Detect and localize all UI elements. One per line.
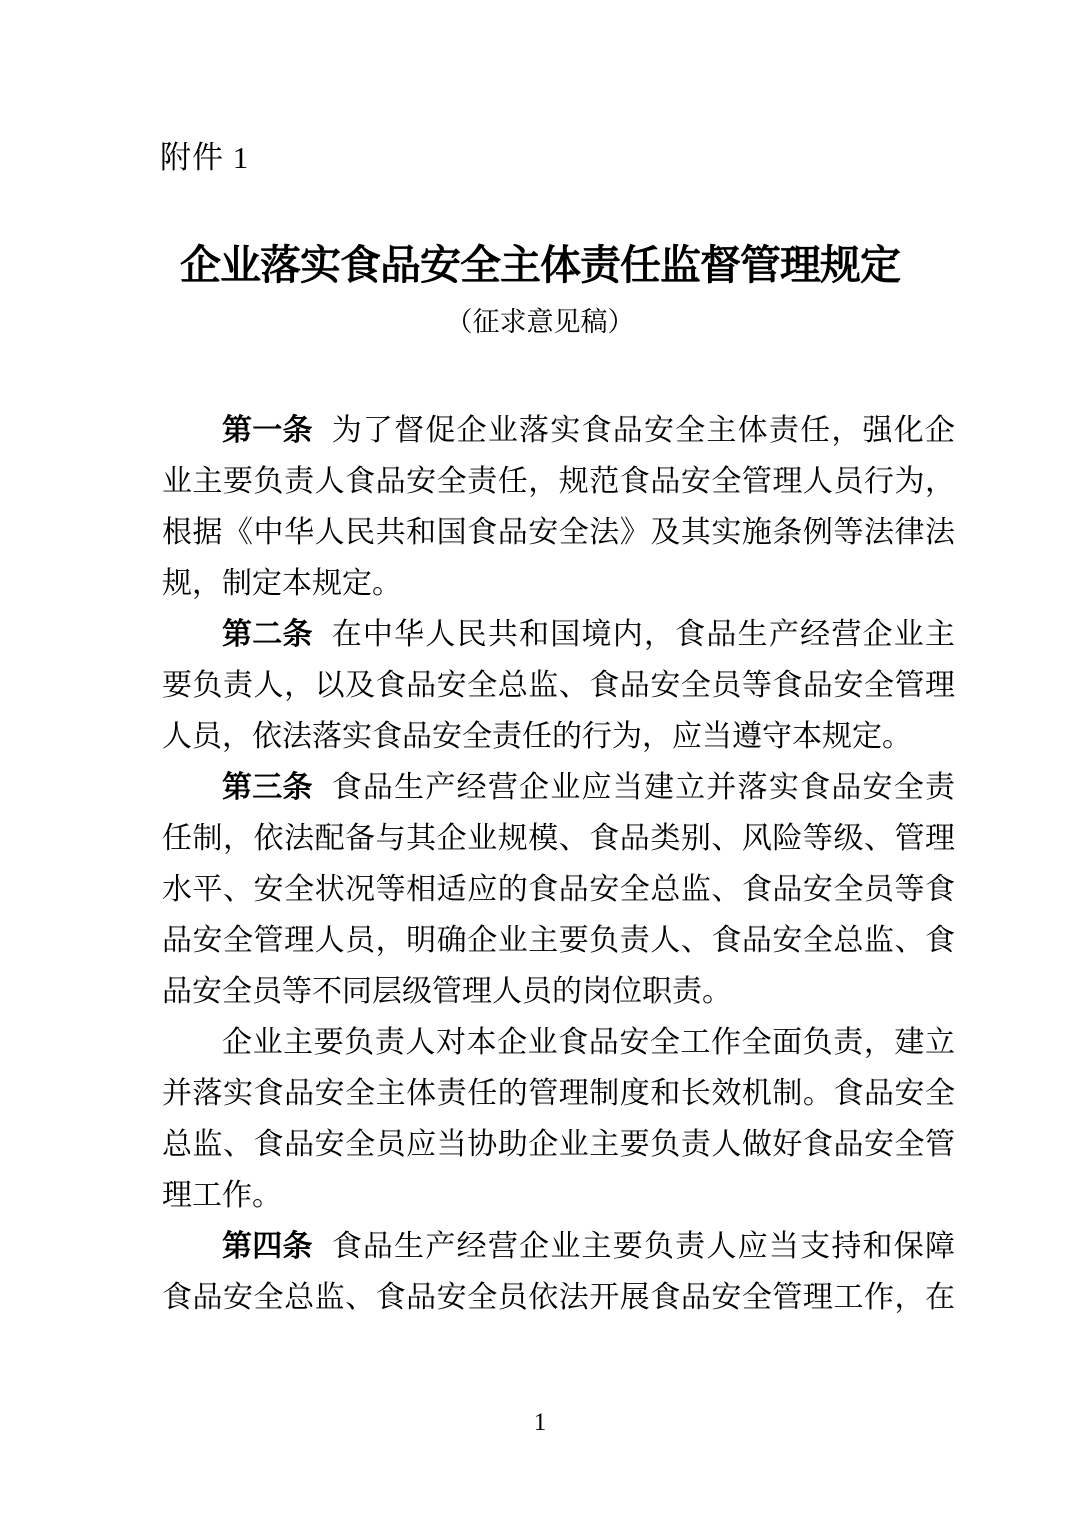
text-line bbox=[162, 762, 955, 813]
line-text: 企业主要负责人对本企业食品安全工作全面负责，建立 bbox=[222, 1026, 955, 1059]
clause-number: 第二条 bbox=[222, 618, 313, 651]
text-line bbox=[162, 966, 955, 1017]
clause-number: 第四条 bbox=[222, 1230, 313, 1263]
line-text: 并落实食品安全主体责任的管理制度和长效机制。食品安全 bbox=[162, 1077, 955, 1110]
text-line bbox=[162, 609, 955, 660]
text-line bbox=[162, 558, 955, 609]
line-text: 在中华人民共和国境内，食品生产经营企业主 bbox=[331, 618, 956, 651]
line-text: 业主要负责人食品安全责任，规范食品安全管理人员行为， bbox=[162, 465, 955, 498]
text-line bbox=[162, 1221, 955, 1272]
attachment-label: 附件 1 bbox=[160, 140, 250, 175]
text-line bbox=[162, 456, 955, 507]
line-text: 品安全员等不同层级管理人员的岗位职责。 bbox=[162, 975, 732, 1008]
page-subtitle: （征求意见稿） bbox=[445, 307, 635, 337]
line-text: 根据《中华人民共和国食品安全法》及其实施条例等法律法 bbox=[162, 516, 955, 549]
text-line bbox=[162, 405, 955, 456]
text-line bbox=[162, 864, 955, 915]
clause-number: 第一条 bbox=[222, 414, 313, 447]
page-title: 企业落实食品安全主体责任监督管理规定 bbox=[180, 242, 900, 288]
line-text: 食品生产经营企业主要负责人应当支持和保障 bbox=[331, 1230, 956, 1263]
text-line bbox=[162, 711, 955, 762]
line-text: 食品生产经营企业应当建立并落实食品安全责 bbox=[331, 771, 956, 804]
line-text: 规，制定本规定。 bbox=[162, 567, 402, 600]
line-text: 人员，依法落实食品安全责任的行为，应当遵守本规定。 bbox=[162, 720, 912, 753]
line-text: 理工作。 bbox=[162, 1179, 282, 1212]
text-line bbox=[162, 1170, 955, 1221]
text-line bbox=[162, 915, 955, 966]
page-number: 1 bbox=[533, 1409, 547, 1436]
line-text: 食品安全总监、食品安全员依法开展食品安全管理工作，在 bbox=[162, 1281, 955, 1314]
text-line bbox=[162, 1017, 955, 1068]
line-text: 任制，依法配备与其企业规模、食品类别、风险等级、管理 bbox=[162, 822, 955, 855]
text-line bbox=[162, 813, 955, 864]
text-line bbox=[162, 660, 955, 711]
document-body bbox=[162, 405, 955, 1323]
line-text: 为了督促企业落实食品安全主体责任，强化企 bbox=[331, 414, 956, 447]
text-line bbox=[162, 507, 955, 558]
text-line bbox=[162, 1119, 955, 1170]
line-text: 品安全管理人员，明确企业主要负责人、食品安全总监、食 bbox=[162, 924, 955, 957]
text-line bbox=[162, 1068, 955, 1119]
text-line bbox=[162, 1272, 955, 1323]
line-text: 要负责人，以及食品安全总监、食品安全员等食品安全管理 bbox=[162, 669, 955, 702]
line-text: 水平、安全状况等相适应的食品安全总监、食品安全员等食 bbox=[162, 873, 955, 906]
line-text: 总监、食品安全员应当协助企业主要负责人做好食品安全管 bbox=[162, 1128, 955, 1161]
clause-number: 第三条 bbox=[222, 771, 313, 804]
